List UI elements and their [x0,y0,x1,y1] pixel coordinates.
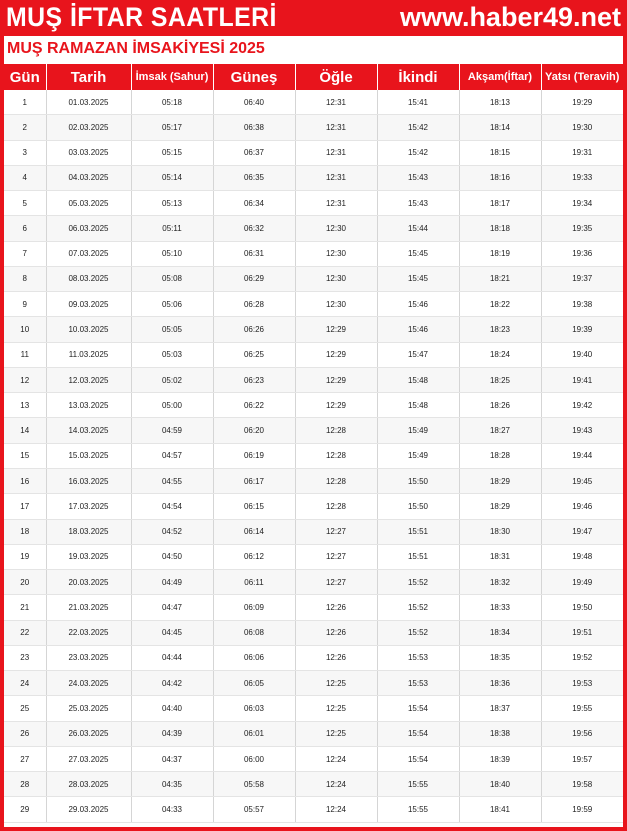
tarih-cell: 08.03.2025 [46,266,131,291]
gunes-cell: 06:00 [213,746,295,771]
tarih-cell: 26.03.2025 [46,721,131,746]
aksam-cell: 18:24 [459,342,541,367]
ikindi-cell: 15:52 [377,570,459,595]
table-row [4,721,623,746]
gunes-cell: 06:06 [213,645,295,670]
ogle-cell: 12:25 [295,721,377,746]
column-header-aksam: Akşam(İftar) [459,64,541,90]
gunes-cell: 06:22 [213,393,295,418]
table-row [4,746,623,771]
aksam-cell: 18:34 [459,620,541,645]
gun-cell: 29 [4,797,46,822]
aksam-cell: 18:14 [459,115,541,140]
ogle-cell: 12:24 [295,797,377,822]
gunes-cell: 06:31 [213,241,295,266]
tarih-cell: 10.03.2025 [46,317,131,342]
ikindi-cell: 15:48 [377,393,459,418]
gun-cell: 13 [4,393,46,418]
page-title: MUŞ İFTAR SAATLERİ [6,2,277,32]
tarih-cell: 17.03.2025 [46,494,131,519]
yatsi-cell: 19:59 [541,797,623,822]
ikindi-cell: 15:50 [377,494,459,519]
aksam-cell: 18:18 [459,216,541,241]
aksam-cell: 18:31 [459,544,541,569]
yatsi-cell: 19:58 [541,772,623,797]
table-row [4,595,623,620]
table-header-row [4,64,623,90]
tarih-cell: 13.03.2025 [46,393,131,418]
ogle-cell: 12:31 [295,165,377,190]
ikindi-cell: 15:45 [377,241,459,266]
ikindi-cell: 15:51 [377,544,459,569]
gun-cell: 10 [4,317,46,342]
gun-cell: 26 [4,721,46,746]
tarih-cell: 28.03.2025 [46,772,131,797]
column-header-ikindi: İkindi [377,64,459,90]
yatsi-cell: 19:47 [541,519,623,544]
gunes-cell: 06:35 [213,165,295,190]
table-row [4,115,623,140]
aksam-cell: 18:40 [459,772,541,797]
tarih-cell: 27.03.2025 [46,746,131,771]
gunes-cell: 06:25 [213,342,295,367]
ikindi-cell: 15:55 [377,772,459,797]
yatsi-cell: 19:35 [541,216,623,241]
page-subtitle: MUŞ RAMAZAN İMSAKİYESİ 2025 [7,40,265,57]
ogle-cell: 12:28 [295,418,377,443]
ogle-cell: 12:27 [295,570,377,595]
yatsi-cell: 19:57 [541,746,623,771]
gun-cell: 9 [4,292,46,317]
yatsi-cell: 19:51 [541,620,623,645]
imsak-cell: 04:55 [131,468,213,493]
yatsi-cell: 19:45 [541,468,623,493]
aksam-cell: 18:27 [459,418,541,443]
gunes-cell: 06:01 [213,721,295,746]
aksam-cell: 18:25 [459,367,541,392]
imsak-cell: 05:10 [131,241,213,266]
yatsi-cell: 19:43 [541,418,623,443]
tarih-cell: 14.03.2025 [46,418,131,443]
imsak-cell: 04:39 [131,721,213,746]
gun-cell: 11 [4,342,46,367]
ikindi-cell: 15:49 [377,418,459,443]
aksam-cell: 18:29 [459,468,541,493]
yatsi-cell: 19:37 [541,266,623,291]
table-row [4,696,623,721]
imsak-cell: 04:54 [131,494,213,519]
gun-cell: 16 [4,468,46,493]
table-row [4,342,623,367]
aksam-cell: 18:17 [459,191,541,216]
ogle-cell: 12:28 [295,468,377,493]
aksam-cell: 18:28 [459,443,541,468]
imsak-cell: 05:11 [131,216,213,241]
yatsi-cell: 19:34 [541,191,623,216]
aksam-cell: 18:33 [459,595,541,620]
table-row [4,671,623,696]
gunes-cell: 06:38 [213,115,295,140]
ikindi-cell: 15:45 [377,266,459,291]
aksam-cell: 18:22 [459,292,541,317]
ogle-cell: 12:31 [295,115,377,140]
tarih-cell: 06.03.2025 [46,216,131,241]
ogle-cell: 12:26 [295,620,377,645]
gun-cell: 23 [4,645,46,670]
table-row [4,367,623,392]
gunes-cell: 06:32 [213,216,295,241]
imsakiye-table [4,64,623,823]
yatsi-cell: 19:31 [541,140,623,165]
imsak-cell: 04:49 [131,570,213,595]
imsak-cell: 05:00 [131,393,213,418]
tarih-cell: 05.03.2025 [46,191,131,216]
imsak-cell: 04:37 [131,746,213,771]
imsak-cell: 04:47 [131,595,213,620]
aksam-cell: 18:29 [459,494,541,519]
gunes-cell: 06:34 [213,191,295,216]
ogle-cell: 12:24 [295,772,377,797]
gunes-cell: 06:28 [213,292,295,317]
table-row [4,191,623,216]
tarih-cell: 02.03.2025 [46,115,131,140]
gunes-cell: 05:58 [213,772,295,797]
imsak-cell: 05:05 [131,317,213,342]
gun-cell: 1 [4,90,46,115]
ogle-cell: 12:30 [295,292,377,317]
ogle-cell: 12:28 [295,494,377,519]
aksam-cell: 18:36 [459,671,541,696]
gunes-cell: 06:11 [213,570,295,595]
aksam-cell: 18:30 [459,519,541,544]
table-row [4,494,623,519]
ogle-cell: 12:29 [295,317,377,342]
yatsi-cell: 19:38 [541,292,623,317]
ikindi-cell: 15:42 [377,115,459,140]
ogle-cell: 12:30 [295,216,377,241]
yatsi-cell: 19:41 [541,367,623,392]
yatsi-cell: 19:29 [541,90,623,115]
imsak-cell: 05:08 [131,266,213,291]
aksam-cell: 18:38 [459,721,541,746]
gun-cell: 17 [4,494,46,519]
column-header-tarih: Tarih [46,64,131,90]
site-url: www.haber49.net [399,2,621,32]
column-header-yatsi: Yatsı (Teravih) [541,64,623,90]
yatsi-cell: 19:42 [541,393,623,418]
gunes-cell: 06:08 [213,620,295,645]
gunes-cell: 06:05 [213,671,295,696]
gun-cell: 8 [4,266,46,291]
gunes-cell: 06:29 [213,266,295,291]
gun-cell: 20 [4,570,46,595]
gunes-cell: 06:17 [213,468,295,493]
tarih-cell: 18.03.2025 [46,519,131,544]
imsak-cell: 04:40 [131,696,213,721]
column-header-ogle: Öğle [295,64,377,90]
tarih-cell: 01.03.2025 [46,90,131,115]
ikindi-cell: 15:53 [377,645,459,670]
ogle-cell: 12:29 [295,367,377,392]
tarih-cell: 16.03.2025 [46,468,131,493]
table-row [4,772,623,797]
tarih-cell: 07.03.2025 [46,241,131,266]
table-row [4,241,623,266]
yatsi-cell: 19:39 [541,317,623,342]
ikindi-cell: 15:49 [377,443,459,468]
yatsi-cell: 19:53 [541,671,623,696]
ikindi-cell: 15:46 [377,317,459,342]
aksam-cell: 18:41 [459,797,541,822]
tarih-cell: 25.03.2025 [46,696,131,721]
column-header-gunes: Güneş [213,64,295,90]
yatsi-cell: 19:33 [541,165,623,190]
gun-cell: 12 [4,367,46,392]
imsak-cell: 05:13 [131,191,213,216]
aksam-cell: 18:15 [459,140,541,165]
aksam-cell: 18:23 [459,317,541,342]
ogle-cell: 12:24 [295,746,377,771]
table-row [4,620,623,645]
gun-cell: 25 [4,696,46,721]
gun-cell: 7 [4,241,46,266]
table-row [4,418,623,443]
table-row [4,165,623,190]
ogle-cell: 12:27 [295,544,377,569]
table-row [4,292,623,317]
imsak-cell: 05:17 [131,115,213,140]
ikindi-cell: 15:53 [377,671,459,696]
table-row [4,140,623,165]
tarih-cell: 12.03.2025 [46,367,131,392]
table-row [4,443,623,468]
yatsi-cell: 19:40 [541,342,623,367]
ikindi-cell: 15:46 [377,292,459,317]
gunes-cell: 06:14 [213,519,295,544]
ogle-cell: 12:28 [295,443,377,468]
table-row [4,266,623,291]
yatsi-cell: 19:56 [541,721,623,746]
ikindi-cell: 15:52 [377,620,459,645]
table-body [4,90,623,822]
yatsi-cell: 19:44 [541,443,623,468]
gun-cell: 22 [4,620,46,645]
gun-cell: 18 [4,519,46,544]
gunes-cell: 05:57 [213,797,295,822]
imsak-cell: 04:35 [131,772,213,797]
aksam-cell: 18:16 [459,165,541,190]
aksam-cell: 18:37 [459,696,541,721]
ogle-cell: 12:30 [295,266,377,291]
tarih-cell: 22.03.2025 [46,620,131,645]
table-row [4,468,623,493]
tarih-cell: 19.03.2025 [46,544,131,569]
imsak-cell: 04:42 [131,671,213,696]
gun-cell: 19 [4,544,46,569]
table-row [4,544,623,569]
imsak-cell: 05:06 [131,292,213,317]
imsak-cell: 04:59 [131,418,213,443]
imsakiye-table-container [4,64,623,827]
tarih-cell: 03.03.2025 [46,140,131,165]
ikindi-cell: 15:48 [377,367,459,392]
aksam-cell: 18:26 [459,393,541,418]
gun-cell: 14 [4,418,46,443]
imsak-cell: 04:44 [131,645,213,670]
ikindi-cell: 15:52 [377,595,459,620]
gunes-cell: 06:23 [213,367,295,392]
ogle-cell: 12:31 [295,90,377,115]
gunes-cell: 06:37 [213,140,295,165]
ikindi-cell: 15:50 [377,468,459,493]
ikindi-cell: 15:54 [377,696,459,721]
ogle-cell: 12:27 [295,519,377,544]
ikindi-cell: 15:43 [377,165,459,190]
tarih-cell: 09.03.2025 [46,292,131,317]
imsak-cell: 05:14 [131,165,213,190]
tarih-cell: 20.03.2025 [46,570,131,595]
imsak-cell: 04:33 [131,797,213,822]
yatsi-cell: 19:52 [541,645,623,670]
ogle-cell: 12:26 [295,645,377,670]
table-row [4,317,623,342]
aksam-cell: 18:32 [459,570,541,595]
imsak-cell: 04:45 [131,620,213,645]
top-banner [0,0,627,36]
imsak-cell: 04:50 [131,544,213,569]
table-row [4,216,623,241]
gunes-cell: 06:20 [213,418,295,443]
ogle-cell: 12:29 [295,393,377,418]
gun-cell: 15 [4,443,46,468]
gun-cell: 5 [4,191,46,216]
yatsi-cell: 19:36 [541,241,623,266]
ogle-cell: 12:31 [295,140,377,165]
column-header-imsak: İmsak (Sahur) [131,64,213,90]
table-row [4,519,623,544]
ogle-cell: 12:25 [295,671,377,696]
table-row [4,90,623,115]
ikindi-cell: 15:44 [377,216,459,241]
imsak-cell: 05:15 [131,140,213,165]
tarih-cell: 21.03.2025 [46,595,131,620]
aksam-cell: 18:13 [459,90,541,115]
gunes-cell: 06:15 [213,494,295,519]
imsak-cell: 05:03 [131,342,213,367]
aksam-cell: 18:39 [459,746,541,771]
ikindi-cell: 15:54 [377,721,459,746]
ogle-cell: 12:26 [295,595,377,620]
table-row [4,393,623,418]
aksam-cell: 18:35 [459,645,541,670]
ikindi-cell: 15:51 [377,519,459,544]
gun-cell: 4 [4,165,46,190]
gun-cell: 3 [4,140,46,165]
gunes-cell: 06:26 [213,317,295,342]
gun-cell: 27 [4,746,46,771]
imsak-cell: 04:57 [131,443,213,468]
tarih-cell: 15.03.2025 [46,443,131,468]
ogle-cell: 12:30 [295,241,377,266]
ogle-cell: 12:31 [295,191,377,216]
imsak-cell: 04:52 [131,519,213,544]
aksam-cell: 18:19 [459,241,541,266]
ikindi-cell: 15:55 [377,797,459,822]
aksam-cell: 18:21 [459,266,541,291]
gun-cell: 28 [4,772,46,797]
tarih-cell: 11.03.2025 [46,342,131,367]
table-row [4,797,623,822]
ogle-cell: 12:29 [295,342,377,367]
column-header-gun: Gün [4,64,46,90]
tarih-cell: 29.03.2025 [46,797,131,822]
yatsi-cell: 19:30 [541,115,623,140]
ikindi-cell: 15:47 [377,342,459,367]
imsak-cell: 05:02 [131,367,213,392]
table-row [4,645,623,670]
subtitle-bar [4,36,623,64]
tarih-cell: 23.03.2025 [46,645,131,670]
table-row [4,570,623,595]
gun-cell: 6 [4,216,46,241]
yatsi-cell: 19:46 [541,494,623,519]
yatsi-cell: 19:50 [541,595,623,620]
gunes-cell: 06:40 [213,90,295,115]
ikindi-cell: 15:41 [377,90,459,115]
ikindi-cell: 15:43 [377,191,459,216]
imsak-cell: 05:18 [131,90,213,115]
gunes-cell: 06:12 [213,544,295,569]
gun-cell: 24 [4,671,46,696]
yatsi-cell: 19:55 [541,696,623,721]
ikindi-cell: 15:42 [377,140,459,165]
tarih-cell: 04.03.2025 [46,165,131,190]
gunes-cell: 06:19 [213,443,295,468]
yatsi-cell: 19:49 [541,570,623,595]
yatsi-cell: 19:48 [541,544,623,569]
ogle-cell: 12:25 [295,696,377,721]
gun-cell: 2 [4,115,46,140]
tarih-cell: 24.03.2025 [46,671,131,696]
gunes-cell: 06:09 [213,595,295,620]
gun-cell: 21 [4,595,46,620]
gunes-cell: 06:03 [213,696,295,721]
ikindi-cell: 15:54 [377,746,459,771]
